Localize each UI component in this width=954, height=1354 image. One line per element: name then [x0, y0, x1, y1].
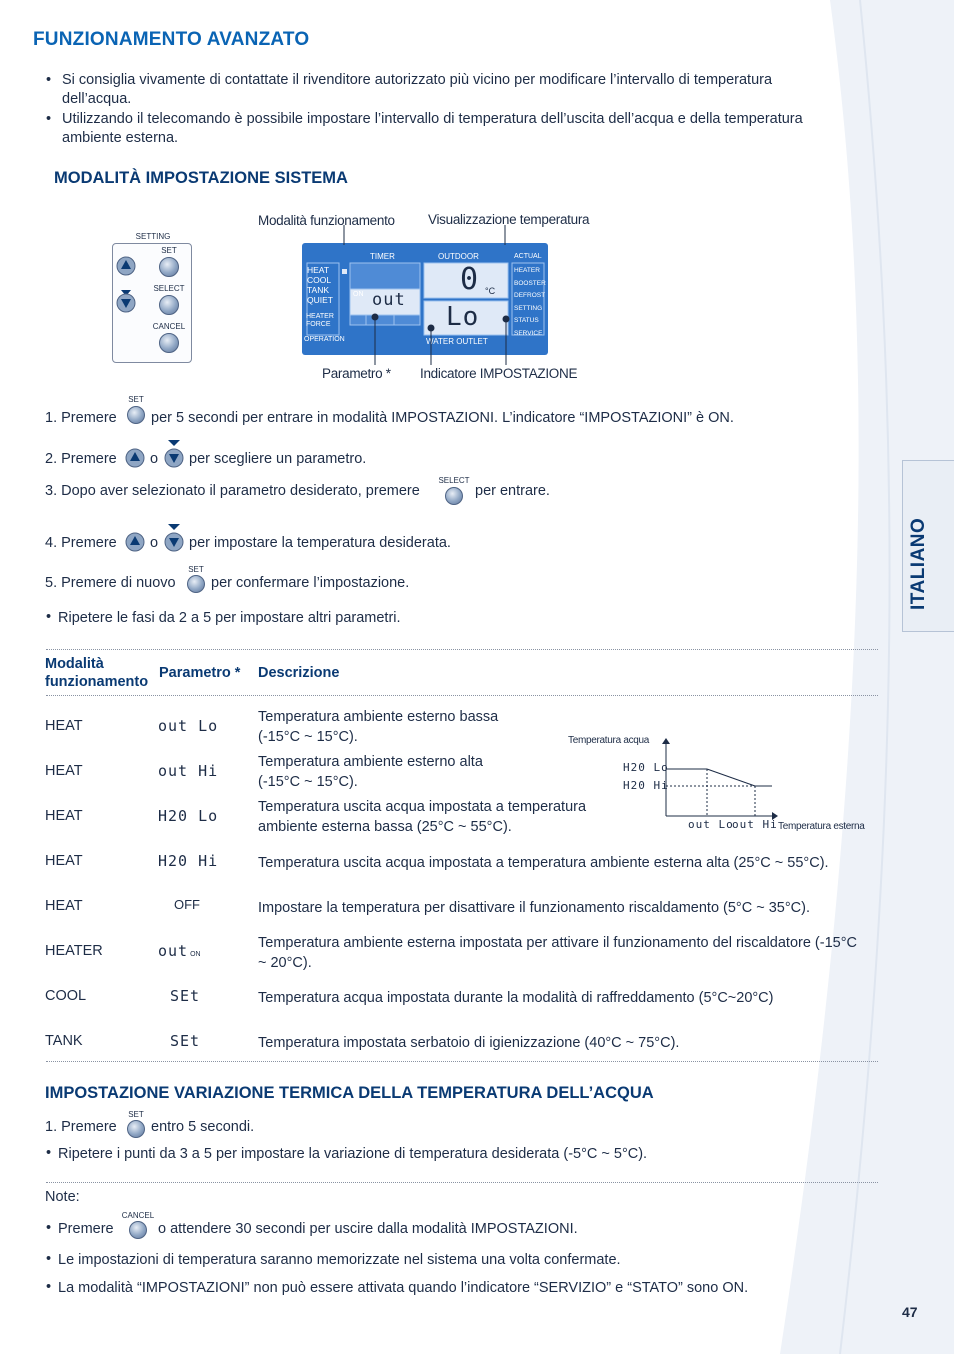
lcd-param-value: out — [372, 290, 406, 310]
lcd-heater-force: HEATER FORCE — [306, 313, 334, 328]
step-2-or: o — [150, 451, 159, 467]
note-1-a: Premere — [58, 1221, 114, 1237]
callout-temp: Visualizzazione temperatura — [428, 212, 590, 227]
graph-y-lo: H20 Lo — [623, 761, 669, 774]
step-5: 5. Premere di nuovo — [45, 575, 176, 591]
bullet-dot: • — [46, 1220, 52, 1236]
page-heading: FUNZIONAMENTO AVANZATO — [33, 29, 310, 50]
row-4-mode: HEAT — [45, 853, 83, 869]
select-button-icon[interactable] — [445, 487, 463, 505]
row-6-param: out ON — [158, 942, 201, 960]
lcd-actual: ACTUAL — [514, 253, 542, 260]
col-desc-header: Descrizione — [258, 665, 340, 681]
step-4-or: o — [150, 535, 159, 551]
row-3-mode: HEAT — [45, 808, 83, 824]
callout-mode: Modalità funzionamento — [258, 213, 395, 228]
remote-select-button[interactable] — [159, 295, 179, 315]
step-3: 3. Dopo aver selezionato il parametro desiderato, premere — [45, 483, 420, 499]
row-3-param: H20 Lo — [158, 807, 219, 825]
row-6-desc: Temperatura ambiente esterna impostata per attivare il funzionamento del riscaldatore (-15°C ~ 20°C). — [258, 935, 857, 971]
step-3-text: per entrare. — [475, 483, 550, 499]
section2-title: IMPOSTAZIONE VARIAZIONE TERMICA DELLA TEMPERATURA DELL’ACQUA — [45, 1084, 654, 1102]
bullet-dot: • — [46, 72, 52, 88]
lcd-on: ON — [353, 291, 364, 298]
note-1-btn-label: CANCEL — [121, 1211, 155, 1220]
row-7-desc: Temperatura acqua impostata durante la modalità di raffreddamento (5°C~20°C) — [258, 990, 774, 1006]
step-2: 2. Premere — [45, 451, 117, 467]
set-button-icon[interactable] — [127, 406, 145, 424]
callout-lines — [330, 225, 530, 370]
page-number: 47 — [902, 1304, 918, 1320]
divider — [46, 1182, 878, 1183]
remote-set-label: SET — [161, 246, 177, 255]
note-1-b: o attendere 30 secondi per uscire dalla modalità IMPOSTAZIONI. — [158, 1221, 578, 1237]
step-2-text: per scegliere un parametro. — [189, 451, 367, 467]
set-button-icon-2[interactable] — [187, 575, 205, 593]
intro-bullet-2: Utilizzando il telecomando è possibile impostare l’intervallo di temperatura dell’uscita dell’acqua e della temperatura ambiente esterna. — [62, 111, 803, 146]
cancel-button-icon[interactable] — [129, 1221, 147, 1239]
row-1-mode: HEAT — [45, 718, 83, 734]
step-1: 1. Premere — [45, 410, 117, 426]
step3-btn-label: SELECT — [438, 476, 470, 485]
step-4-text: per impostare la temperatura desiderata. — [189, 535, 451, 551]
row-8-param: SEt — [170, 1032, 201, 1050]
row-5-param: OFF — [174, 897, 200, 912]
bullet-dot: • — [46, 1145, 52, 1161]
language-tab-label: ITALIANO — [908, 517, 929, 610]
row-2-desc: Temperatura ambiente esterno alta (-15°C ~ 15°C). — [258, 754, 483, 790]
step-5-text: per confermare l’impostazione. — [211, 575, 410, 591]
note-3: La modalità “IMPOSTAZIONI” non può essere attivata quando l’indicatore “SERVIZIO” e “STATO” sono ON. — [58, 1280, 749, 1296]
graph-x-lo: out Lo — [688, 818, 734, 831]
row-8-desc: Temperatura impostata serbatoio di igienizzazione (40°C ~ 75°C). — [258, 1035, 680, 1051]
note-2: Le impostazioni di temperatura saranno memorizzate nel sistema una volta confermate. — [58, 1252, 621, 1268]
row-2-param: out Hi — [158, 762, 219, 780]
set-button-icon-3[interactable] — [127, 1120, 145, 1138]
row-5-desc: Impostare la temperatura per disattivare il funzionamento riscaldamento (5°C ~ 35°C). — [258, 900, 810, 916]
remote-set-button[interactable] — [159, 257, 179, 277]
remote-cancel-label: CANCEL — [152, 322, 186, 331]
divider — [46, 1061, 878, 1062]
row-4-desc: Temperatura uscita acqua impostata a temperatura ambiente esterna alta (25°C ~ 55°C). — [258, 855, 829, 871]
row-5-mode: HEAT — [45, 898, 83, 914]
remote-setting-label: SETTING — [128, 232, 178, 241]
callout-param: Parametro * — [322, 366, 391, 381]
divider — [46, 695, 878, 696]
graph-y-title: Temperatura acqua — [568, 735, 650, 746]
remote-arrow-buttons[interactable] — [115, 252, 141, 316]
intro-bullet-1: Si consiglia vivamente di contattate il rivenditore autorizzato più vicino per modificare l’intervallo di temperatura dell’acqua. — [62, 72, 773, 107]
row-1-param: out Lo — [158, 717, 219, 735]
bullet-dot: • — [46, 111, 52, 127]
bullet-dot: • — [46, 1279, 52, 1295]
lcd-timer: TIMER — [370, 252, 395, 261]
row-6-mode: HEATER — [45, 943, 103, 959]
lcd-water-outlet: WATER OUTLET — [426, 337, 488, 346]
repeat-note: Ripetere le fasi da 2 a 5 per impostare altri parametri. — [58, 610, 401, 626]
notes-title: Note: — [45, 1189, 80, 1205]
step-4: 4. Premere — [45, 535, 117, 551]
lcd-temp-unit: °C — [485, 286, 496, 296]
section2-bullet: Ripetere i punti da 3 a 5 per impostare la variazione di temperatura desiderata (-5°C ~ 5°C). — [58, 1146, 648, 1162]
graph-x-hi: out Hi — [732, 818, 778, 831]
step-1-text: per 5 secondi per entrare in modalità IMPOSTAZIONI. L’indicatore “IMPOSTAZIONI” è ON. — [151, 410, 734, 426]
graph-x-title: Temperatura esterna — [778, 821, 865, 832]
col-param-header: Parametro * — [159, 665, 241, 681]
remote-select-label: SELECT — [153, 284, 185, 293]
section2-step: 1. Premere — [45, 1119, 117, 1135]
step1-btn-label: SET — [128, 395, 144, 404]
graph-axes — [660, 738, 780, 820]
row-4-param: H20 Hi — [158, 852, 219, 870]
row-3-desc: Temperatura uscita acqua impostata a temperatura ambiente esterna bassa (25°C ~ 55°C). — [258, 799, 587, 835]
row-7-param: SEt — [170, 987, 201, 1005]
section2-btn-label: SET — [128, 1110, 144, 1119]
lcd-left-labels: HEAT COOL TANK QUIET — [307, 265, 333, 305]
row-1-desc: Temperatura ambiente esterno bassa (-15°C ~ 15°C). — [258, 709, 499, 745]
row-2-mode: HEAT — [45, 763, 83, 779]
lcd-right-labels: HEATER BOOSTER DEFROST SETTING STATUS SERVICE — [514, 267, 546, 337]
row-7-mode: COOL — [45, 988, 87, 1004]
bullet-dot: • — [46, 609, 52, 625]
graph-y-hi: H20 Hi — [623, 779, 669, 792]
callout-indicator: Indicatore IMPOSTAZIONE — [420, 366, 578, 381]
section2-step-text: entro 5 secondi. — [151, 1119, 255, 1135]
row-8-mode: TANK — [45, 1033, 83, 1049]
lcd-outdoor: OUTDOOR — [438, 252, 479, 261]
lcd-temp-value: 0 — [460, 262, 480, 297]
divider — [46, 649, 878, 650]
remote-cancel-button[interactable] — [159, 333, 179, 353]
col-mode-header: Modalità funzionamento — [45, 656, 149, 690]
lcd-lo-value: Lo — [446, 302, 480, 332]
step5-btn-label: SET — [188, 565, 204, 574]
section1-title: MODALITÀ IMPOSTAZIONE SISTEMA — [54, 169, 348, 187]
bullet-dot: • — [46, 1251, 52, 1267]
lcd-operation: OPERATION — [304, 336, 345, 343]
